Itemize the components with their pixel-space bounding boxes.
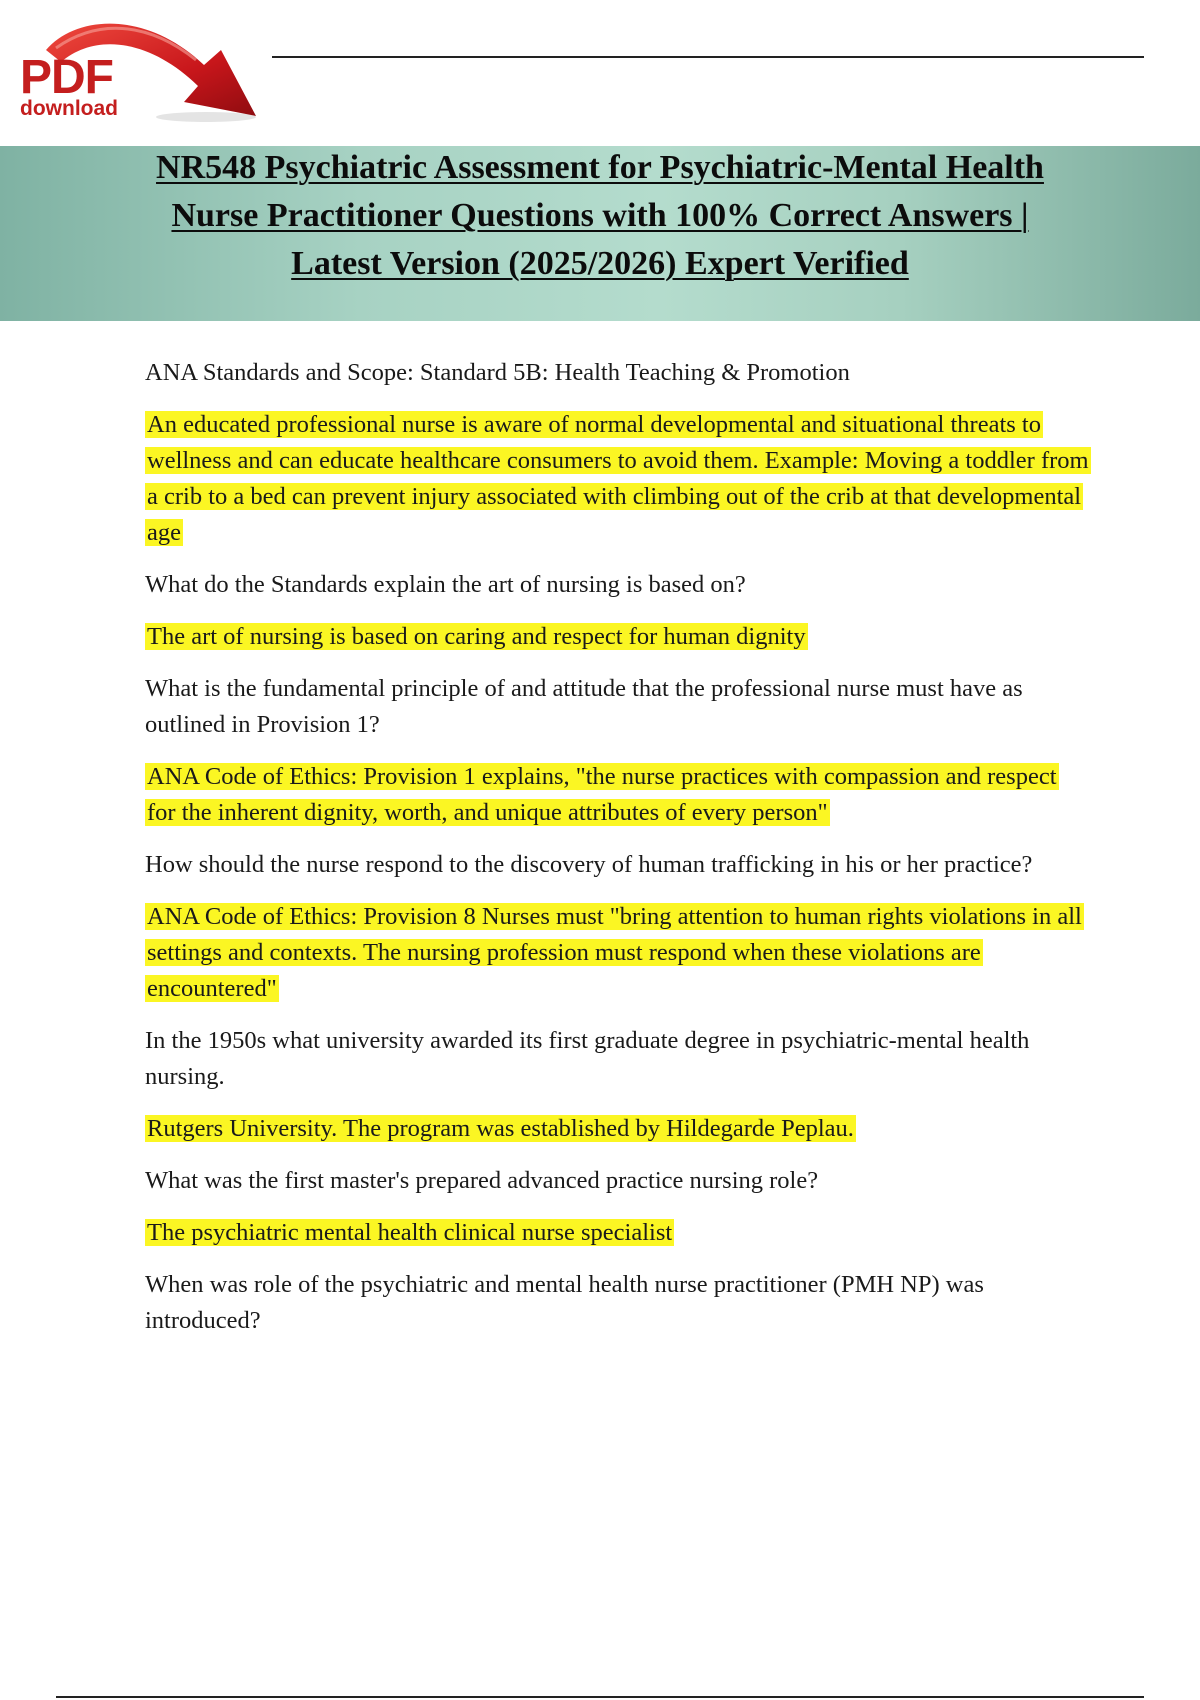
footer-rule (56, 1696, 1144, 1698)
question-text: When was role of the psychiatric and mental health nurse practitioner (PMH NP) was introduced? (145, 1271, 984, 1334)
answer-block (145, 1111, 1090, 1147)
answer-highlight: The psychiatric mental health clinical nurse specialist (147, 1219, 673, 1246)
logo-pdf-text: PDF (20, 51, 113, 104)
question-text: How should the nurse respond to the discovery of human trafficking in his or her practice? (145, 851, 1033, 878)
pdf-download-logo (16, 10, 266, 125)
answer-highlight: ANA Code of Ethics: Provision 8 Nurses must "bring attention to human rights violations in all settings and contexts. The nursing profession must respond when these violations are encountered" (147, 903, 1082, 1002)
question-text: What is the fundamental principle of and attitude that the professional nurse must have as outlined in Provision 1? (145, 675, 1023, 738)
answer-highlight: The art of nursing is based on caring and respect for human dignity (147, 623, 806, 650)
answer-highlight: ANA Code of Ethics: Provision 1 explains, "the nurse practices with compassion and respect for the inherent dignity, worth, and unique attributes of every person" (147, 763, 1057, 826)
answer-block (145, 407, 1090, 551)
logo-download-text: download (20, 97, 118, 120)
question-text: ANA Standards and Scope: Standard 5B: Health Teaching & Promotion (145, 359, 850, 386)
question-text: What was the first master's prepared advanced practice nursing role? (145, 1167, 819, 1194)
answer-block (145, 619, 1090, 655)
answer-highlight: Rutgers University. The program was established by Hildegarde Peplau. (147, 1115, 854, 1142)
header-rule (272, 56, 1144, 58)
question-text: What do the Standards explain the art of nursing is based on? (145, 571, 746, 598)
answer-block (145, 899, 1090, 1007)
qa-list (145, 355, 1090, 1355)
document-title: NR548 Psychiatric Assessment for Psychiatric-Mental Health Nurse Practitioner Questions with 100% Correct Answers | Latest Version (2025/2026) Expert Verified (156, 149, 1044, 282)
answer-highlight: An educated professional nurse is aware of normal developmental and situational threats to wellness and can educate healthcare consumers to avoid them. Example: Moving a toddler from a crib to a bed can prevent injury associated with climbing out of the crib at that developmental age (147, 411, 1089, 546)
answer-block (145, 759, 1090, 831)
question-text: In the 1950s what university awarded its first graduate degree in psychiatric-mental health nursing. (145, 1027, 1030, 1090)
answer-block (145, 1215, 1090, 1251)
